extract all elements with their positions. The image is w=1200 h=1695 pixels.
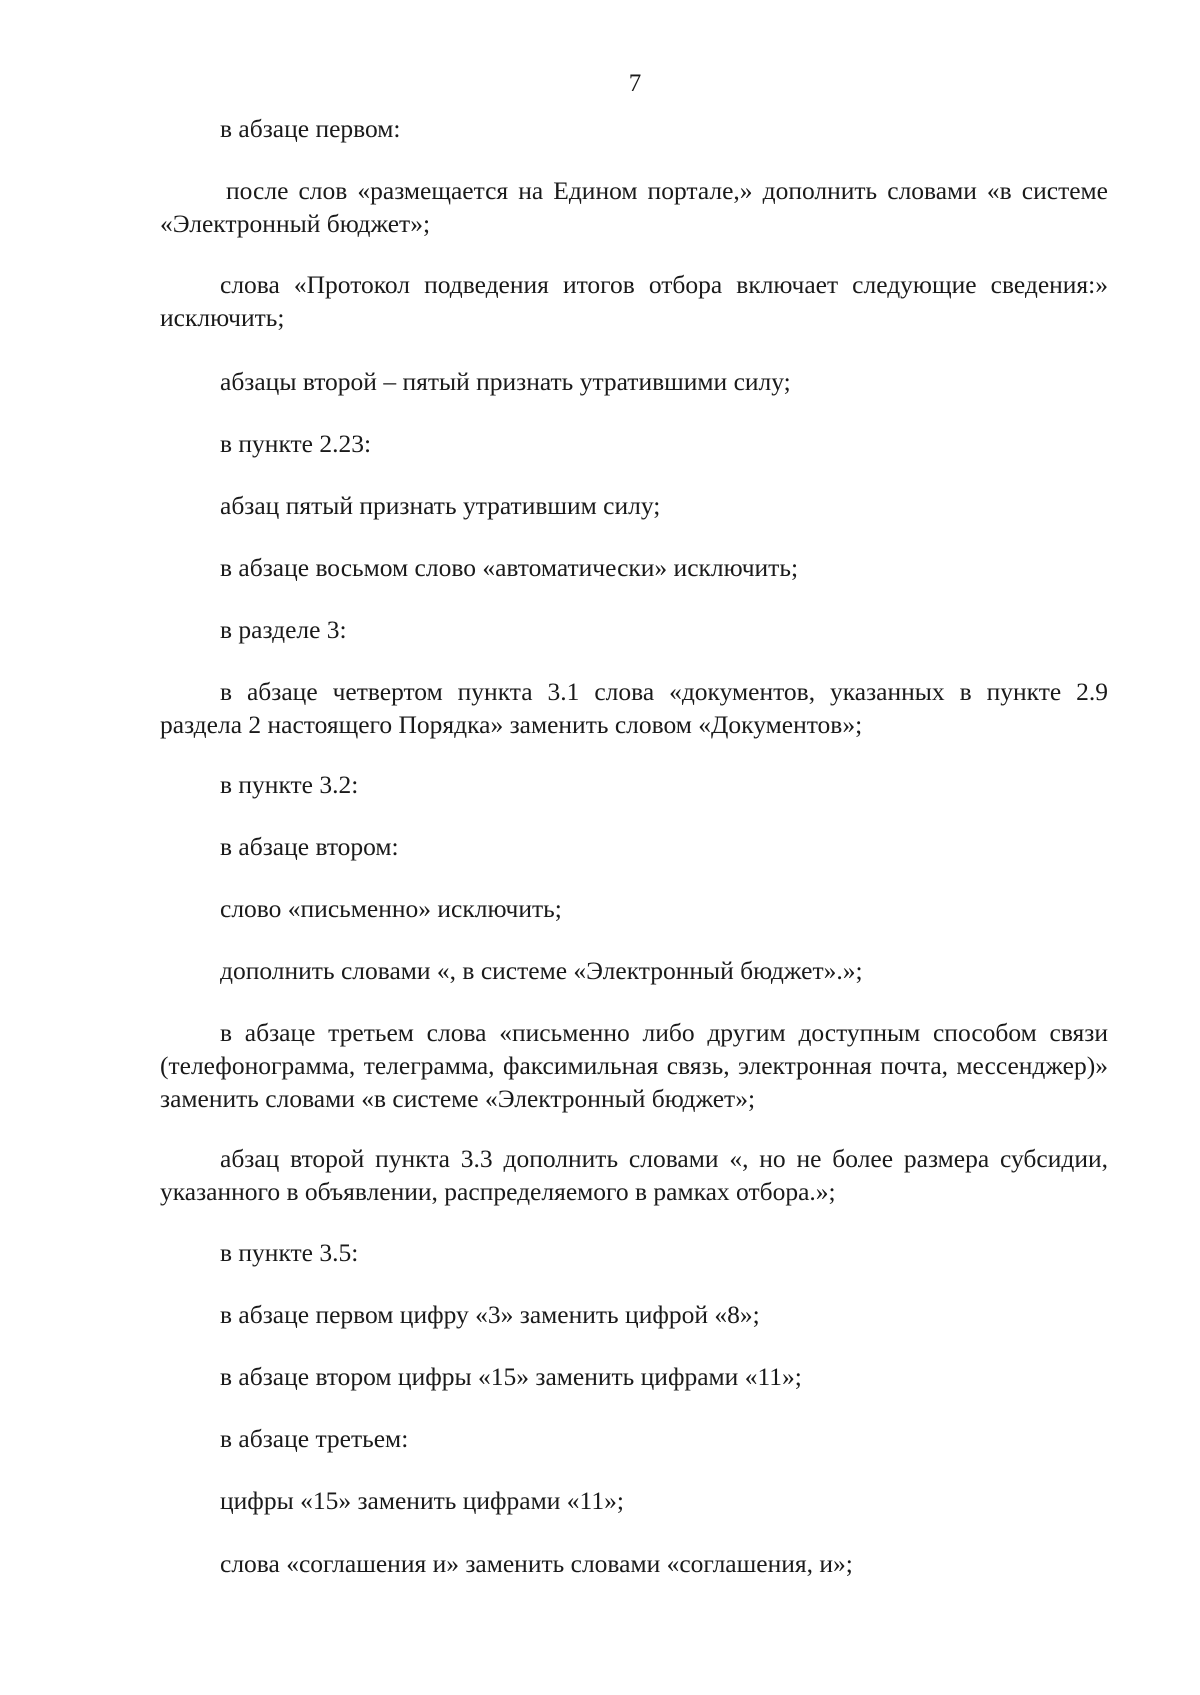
paragraph-1: в абзаце первом: (220, 114, 401, 143)
paragraph-14: в абзаце третьем слова «письменно либо другим доступным способом связи (телефонограмма, телеграмма, факсимильная связь, электронная почта, мессенджер)» заменить словами «в системе «Электронный бюджет»; (160, 1018, 1108, 1113)
paragraph-16: в пункте 3.5: (220, 1238, 359, 1267)
page-number: 7 (628, 70, 642, 97)
paragraph-15: абзац второй пункта 3.3 дополнить словами «, но не более размера субсидии, указанного в объявлении, распределяемого в рамках отбора.»; (160, 1144, 1108, 1206)
paragraph-3: слова «Протокол подведения итогов отбора включает следующие сведения:» исключить; (160, 270, 1108, 332)
paragraph-7: в абзаце восьмом слово «автоматически» исключить; (220, 553, 799, 582)
paragraph-11: в абзаце втором: (220, 832, 399, 861)
paragraph-8: в разделе 3: (220, 615, 347, 644)
paragraph-10: в пункте 3.2: (220, 770, 359, 799)
paragraph-12: слово «письменно» исключить; (220, 894, 562, 923)
paragraph-2: после слов «размещается на Едином портале,» дополнить словами «в системе «Электронный бюджет»; (160, 176, 1108, 238)
paragraph-4: абзацы второй – пятый признать утратившими силу; (220, 367, 791, 396)
paragraph-17: в абзаце первом цифру «3» заменить цифрой «8»; (220, 1300, 760, 1329)
paragraph-13: дополнить словами «, в системе «Электронный бюджет».»; (220, 956, 863, 985)
paragraph-19: в абзаце третьем: (220, 1424, 409, 1453)
paragraph-18: в абзаце втором цифры «15» заменить цифрами «11»; (220, 1362, 802, 1391)
paragraph-20: цифры «15» заменить цифрами «11»; (220, 1486, 624, 1515)
paragraph-21: слова «соглашения и» заменить словами «соглашения, и»; (220, 1549, 853, 1578)
paragraph-6: абзац пятый признать утратившим силу; (220, 491, 661, 520)
paragraph-9: в абзаце четвертом пункта 3.1 слова «документов, указанных в пункте 2.9 раздела 2 настоящего Порядка» заменить словом «Документов»; (160, 677, 1108, 739)
paragraph-5: в пункте 2.23: (220, 429, 372, 458)
